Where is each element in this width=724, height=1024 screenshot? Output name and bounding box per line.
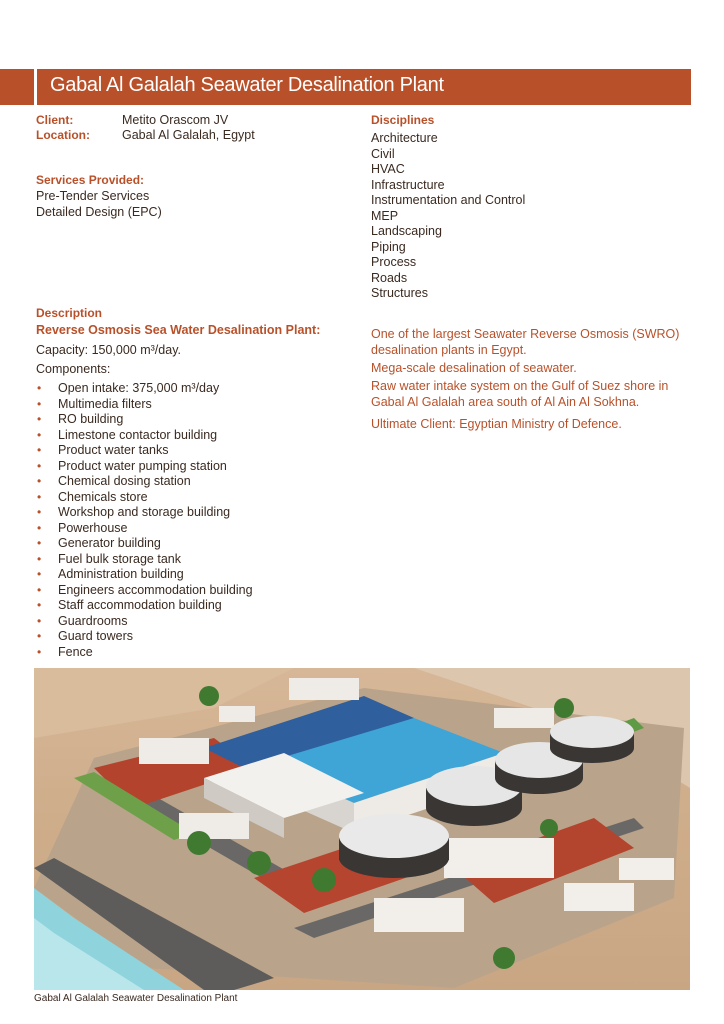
list-item	[36, 521, 253, 537]
bullet-icon: •	[37, 520, 42, 535]
discipline-item: Civil	[371, 146, 395, 161]
list-item	[36, 428, 253, 444]
discipline-item: Infrastructure	[371, 177, 445, 192]
bullet-icon: •	[37, 551, 42, 566]
description-label: Description	[36, 306, 103, 320]
bullet-icon: •	[37, 644, 42, 659]
component-text: Guard towers	[58, 629, 134, 643]
list-item	[36, 474, 253, 490]
capacity: Capacity: 150,000 m³/day.	[36, 343, 181, 357]
services-list	[36, 189, 162, 220]
image-caption: Gabal Al Galalah Seawater Desalination Plant	[34, 993, 238, 1004]
service-item: Detailed Design (EPC)	[36, 204, 162, 219]
client-label: Client:	[36, 113, 74, 127]
plant-rendering-image	[34, 668, 690, 990]
bullet-icon: •	[37, 489, 42, 504]
description-subtitle: Reverse Osmosis Sea Water Desalination Plant:	[36, 323, 321, 337]
service-item: Pre-Tender Services	[36, 189, 150, 203]
list-item	[36, 614, 253, 630]
bullet-icon: •	[37, 412, 42, 426]
discipline-item: Process	[371, 255, 417, 269]
discipline-item: Architecture	[371, 131, 438, 145]
component-text: Chemical dosing station	[58, 474, 191, 488]
bullet-icon: •	[37, 613, 42, 628]
component-text: Fuel bulk storage tank	[58, 551, 181, 566]
component-text: Workshop and storage building	[58, 505, 231, 519]
component-text: Administration building	[58, 567, 184, 581]
list-item	[36, 536, 253, 552]
bullet-icon: •	[37, 505, 42, 519]
components-list	[36, 381, 253, 660]
services-label: Services Provided:	[36, 173, 145, 187]
component-text: Powerhouse	[58, 520, 128, 535]
bullet-icon: •	[37, 536, 42, 550]
discipline-item: Piping	[371, 239, 406, 254]
title-accent	[34, 69, 37, 105]
location-value: Gabal Al Galalah, Egypt	[122, 128, 255, 142]
list-item	[36, 412, 253, 428]
discipline-item: MEP	[371, 208, 399, 223]
component-text: Guardrooms	[58, 613, 128, 628]
list-item	[36, 505, 253, 521]
paragraph-intake: Raw water intake system on the Gulf of Suez shore in Gabal Al Galalah area south of Al Ain Al Sokhna.	[371, 379, 669, 409]
discipline-item: Structures	[371, 286, 428, 300]
list-item	[36, 459, 253, 475]
bullet-icon: •	[37, 582, 42, 597]
list-item	[36, 443, 253, 459]
list-item	[36, 629, 253, 645]
disciplines-list	[371, 131, 525, 302]
list-item	[36, 381, 253, 397]
list-item	[36, 583, 253, 599]
list-item	[36, 552, 253, 568]
list-item	[36, 598, 253, 614]
component-text: Generator building	[58, 536, 161, 550]
paragraph-mega-scale: Mega-scale desalination of seawater.	[371, 361, 577, 375]
component-text: RO building	[58, 412, 124, 426]
component-text: Engineers accommodation building	[58, 582, 253, 597]
component-text: Staff accommodation building	[58, 598, 222, 612]
bullet-icon: •	[37, 443, 42, 457]
client-value: Metito Orascom JV	[122, 113, 229, 127]
bullet-icon: •	[37, 427, 42, 442]
disciplines-label: Disciplines	[371, 113, 435, 127]
bullet-icon: •	[37, 458, 42, 473]
discipline-item: Instrumentation and Control	[371, 193, 526, 207]
paragraph-largest: One of the largest Seawater Reverse Osmosis (SWRO) desalination plants in Egypt.	[371, 327, 680, 357]
component-text: Multimedia filters	[58, 396, 152, 411]
component-text: Product water tanks	[58, 443, 169, 457]
discipline-item: Roads	[371, 270, 408, 285]
bullet-icon: •	[37, 396, 42, 411]
page-title: Gabal Al Galalah Seawater Desalination Plant	[50, 74, 444, 96]
discipline-item: Landscaping	[371, 224, 442, 238]
component-text: Product water pumping station	[58, 458, 227, 473]
bullet-icon: •	[37, 598, 42, 612]
list-item	[36, 397, 253, 413]
components-label: Components:	[36, 362, 111, 376]
list-item	[36, 490, 253, 506]
list-item	[36, 567, 253, 583]
bullet-icon: •	[37, 629, 42, 643]
component-text: Limestone contactor building	[58, 427, 218, 442]
plant-aerial-illustration	[34, 668, 690, 990]
list-item	[36, 645, 253, 661]
location-label: Location:	[36, 128, 90, 142]
component-text: Chemicals store	[58, 489, 148, 504]
discipline-item: HVAC	[371, 162, 405, 176]
bullet-icon: •	[37, 381, 42, 395]
component-text: Open intake: 375,000 m³/day	[58, 381, 220, 395]
bullet-icon: •	[37, 567, 42, 581]
component-text: Fence	[58, 644, 93, 659]
paragraph-ultimate-client: Ultimate Client: Egyptian Ministry of Defence.	[371, 417, 622, 431]
bullet-icon: •	[37, 474, 42, 488]
